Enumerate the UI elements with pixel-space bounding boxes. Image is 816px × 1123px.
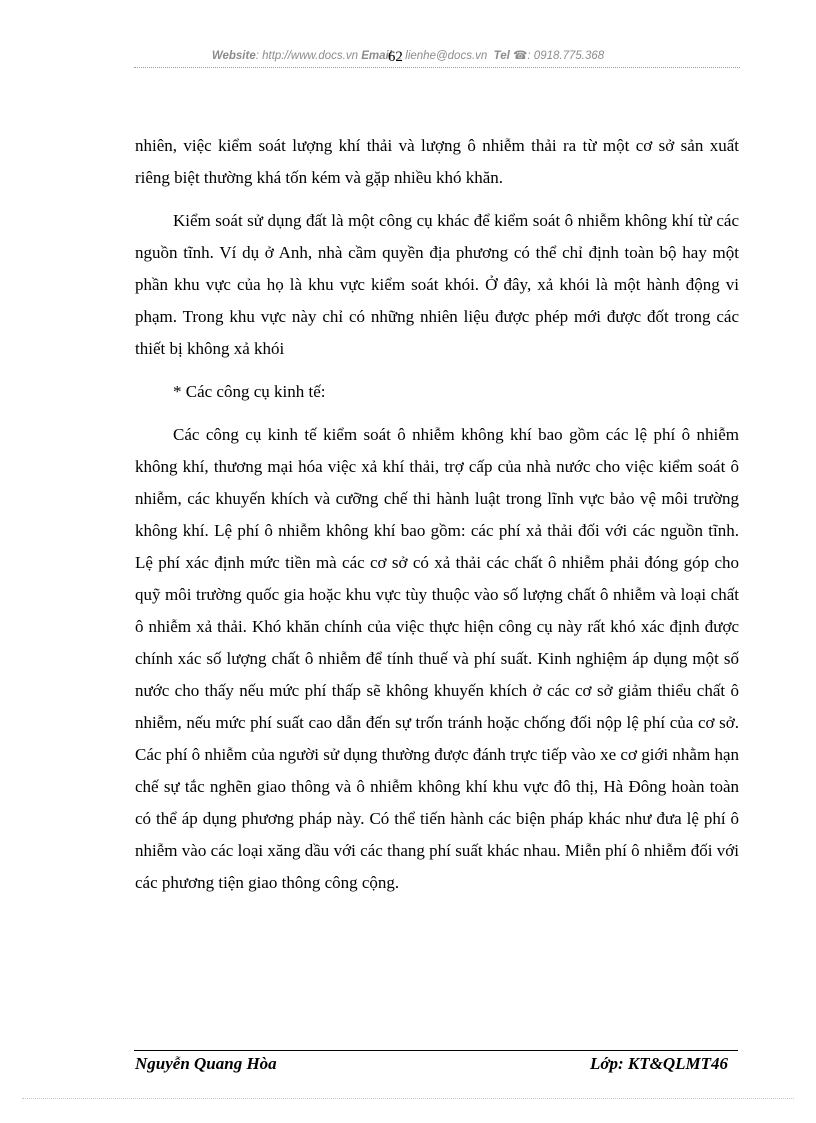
footer-divider <box>134 1050 738 1051</box>
page-header <box>0 47 816 64</box>
tel-label: Tel <box>493 50 510 62</box>
email-address: : lienhe@docs.vn <box>398 50 488 62</box>
phone-icon: ☎ <box>513 50 528 62</box>
paragraph: Kiểm soát sử dụng đất là một công cụ khác để kiểm soát ô nhiễm không khí từ các nguồn tĩnh. Ví dụ ở Anh, nhà cầm quyền địa phương có thể chỉ định toàn bộ hay một phần khu vực của họ là khu vực kiểm soát khói. Ở đây, xả khói là một hành động vi phạm. Trong khu vực này chỉ có những nhiên liệu được phép mới được đốt trong các thiết bị không xả khói <box>135 211 739 358</box>
email-label: Email <box>361 50 392 62</box>
tel-number: : 0918.775.368 <box>527 50 605 62</box>
paragraph: nhiên, việc kiểm soát lượng khí thải và lượng ô nhiễm thải ra từ một cơ sở sản xuất riêng biệt thường khá tốn kém và gặp nhiều khó khăn. <box>135 136 739 187</box>
header-divider <box>134 67 740 68</box>
page-number: 62 <box>387 49 403 65</box>
section-heading: * Các công cụ kinh tế: <box>173 382 326 401</box>
page-bottom-divider <box>22 1098 794 1099</box>
document-body <box>135 130 739 910</box>
website-url: : http://www.docs.vn <box>255 50 358 62</box>
footer-author: Nguyễn Quang Hòa <box>135 1054 277 1073</box>
website-label: Website <box>211 50 256 62</box>
paragraph: Các công cụ kinh tế kiểm soát ô nhiễm không khí bao gồm các lệ phí ô nhiễm không khí, thương mại hóa việc xả khí thải, trợ cấp của nhà nước cho việc kiểm soát ô nhiễm, các khuyến khích và cưỡng chế thi hành luật trong lĩnh vực bảo vệ môi trường không khí. Lệ phí ô nhiễm không khí bao gồm: các phí xả thải đối với các nguồn tĩnh. Lệ phí xác định mức tiền mà các cơ sở có xả thải các chất ô nhiễm phải đóng góp cho quỹ môi trường quốc gia hoặc khu vực tùy thuộc vào số lượng chất ô nhiễm và loại chất ô nhiễm xả thải. Khó khăn chính của việc thực hiện công cụ này rất khó xác định được chính xác số lượng chất ô nhiễm để tính thuế và phí suất. Kinh nghiệm áp dụng một số nước cho thấy nếu mức phí thấp sẽ không khuyến khích ở các cơ sở giảm thiểu chất ô nhiễm, nếu mức phí suất cao dẫn đến sự trốn tránh hoặc chống đối nộp lệ phí của cơ sở. Các phí ô nhiễm của người sử dụng thường được đánh trực tiếp vào xe cơ giới nhằm hạn chế sự tắc nghẽn giao thông và ô nhiễm không khí khu vực đô thị, Hà Đông hoàn toàn có thể áp dụng phương pháp này. Có thể tiến hành các biện pháp khác như đưa lệ phí ô nhiễm vào các loại xăng dầu với các thang phí suất khác nhau. Miễn phí ô nhiễm đối với các phương tiện giao thông công cộng. <box>135 425 739 892</box>
footer-class: Lớp: KT&QLMT46 <box>589 1054 728 1073</box>
